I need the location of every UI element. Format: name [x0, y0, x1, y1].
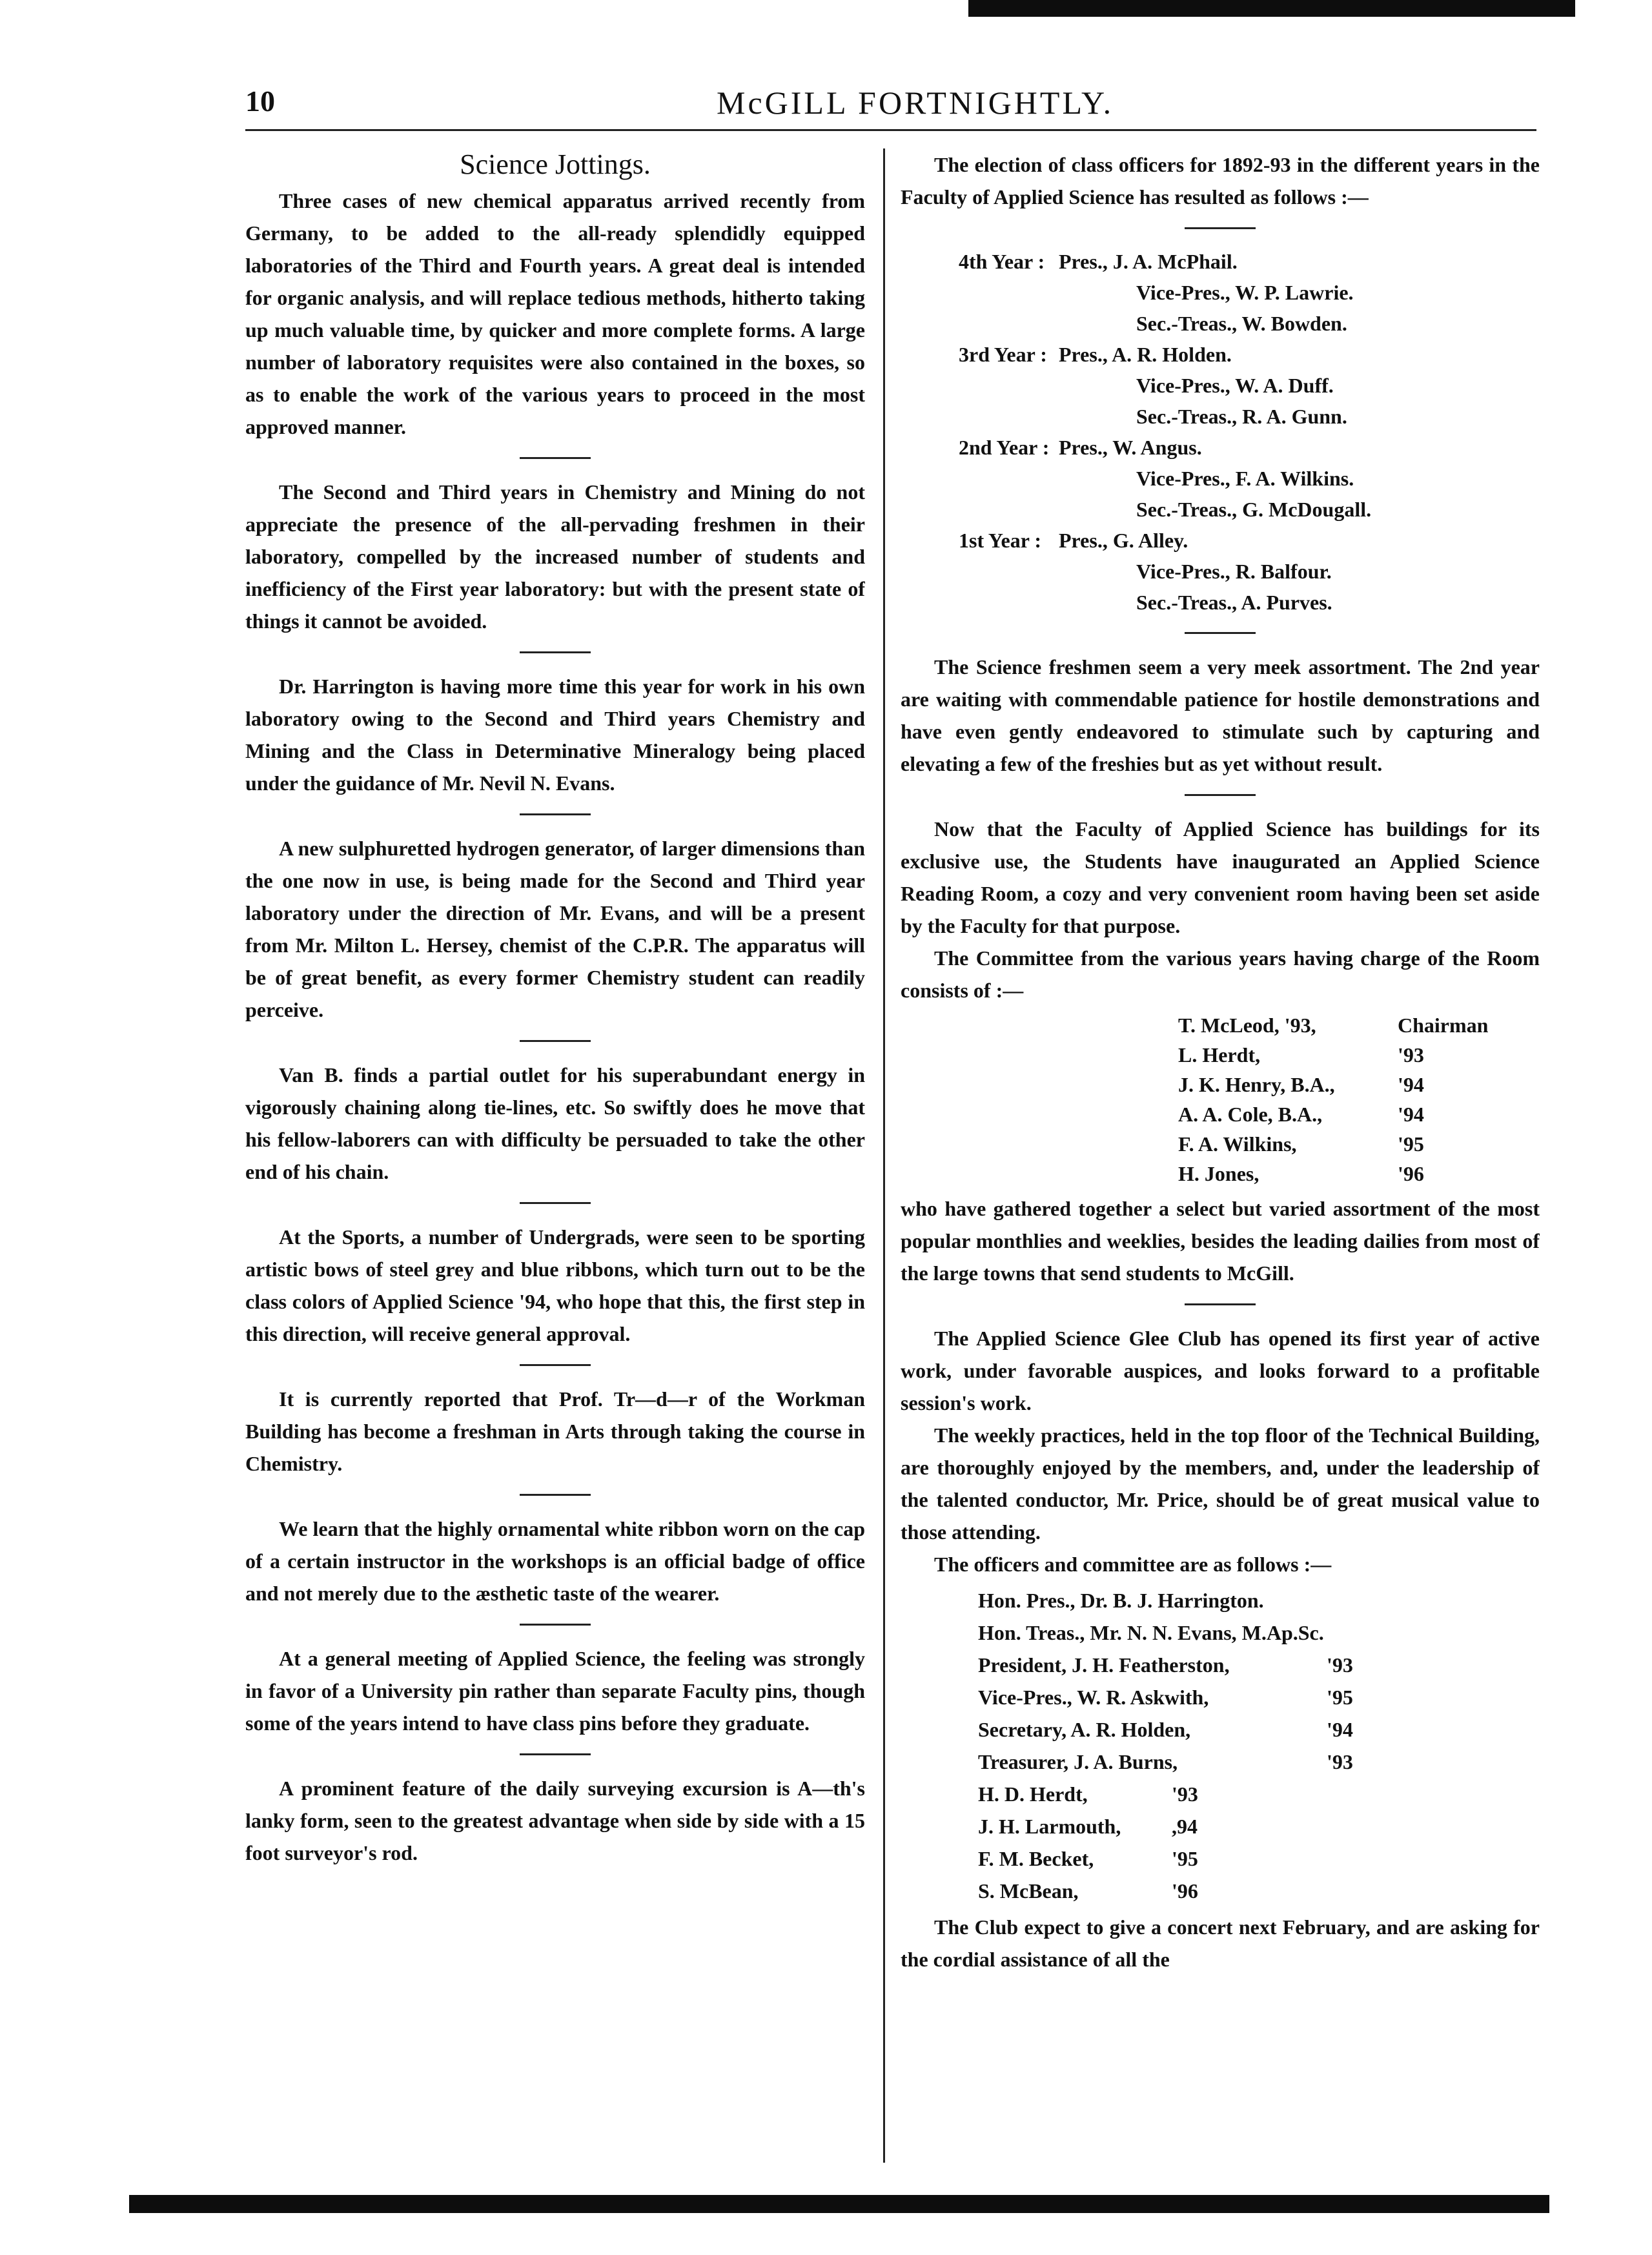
glee-officer-row [978, 1746, 1540, 1778]
office-holder: Vice-Pres., W. P. Lawrie. [1136, 281, 1354, 304]
committee-name: H. D. Herdt, [978, 1782, 1088, 1806]
glee-committee-row [978, 1875, 1540, 1907]
committee-list [1178, 1010, 1540, 1189]
member-note: '94 [1398, 1103, 1424, 1126]
glee-committee-row [978, 1842, 1540, 1875]
committee-row [1178, 1159, 1540, 1189]
separator [1185, 1303, 1256, 1305]
committee-row [1178, 1129, 1540, 1159]
glee-officer-row [978, 1649, 1540, 1681]
separator [520, 1494, 591, 1496]
paragraph: Now that the Faculty of Applied Science has buildings for its exclusive use, the Students have inaugurated an Applied Science Reading Room, a cozy and very convenient room having been set aside by the Faculty for that purpose. [901, 817, 1540, 937]
committee-name: S. McBean, [978, 1879, 1079, 1903]
glee-officer-row [978, 1713, 1540, 1746]
committee-year: '93 [1172, 1782, 1198, 1806]
office-holder: Pres., J. A. McPhail. [1059, 250, 1238, 273]
committee-row [1178, 1040, 1540, 1070]
committee-year: '96 [1172, 1879, 1198, 1903]
separator [1185, 794, 1256, 796]
member-name: T. McLeod, '93, [1178, 1014, 1316, 1037]
year-label: 2nd Year : [959, 436, 1050, 459]
officer-year: '93 [1327, 1653, 1353, 1677]
separator [520, 1753, 591, 1755]
member-name: J. K. Henry, B.A., [1178, 1073, 1335, 1096]
officer-name: Secretary, A. R. Holden, [978, 1718, 1191, 1741]
officer-year: '95 [1327, 1686, 1353, 1709]
member-name: L. Herdt, [1178, 1043, 1261, 1066]
running-title: McGILL FORTNIGHTLY. [717, 85, 1114, 121]
office-holder: Vice-Pres., W. A. Duff. [1136, 374, 1334, 397]
year-label: 3rd Year : [959, 343, 1047, 366]
officer-row [901, 463, 1540, 494]
office-holder: Sec.-Treas., R. A. Gunn. [1136, 405, 1347, 428]
committee-year: '95 [1172, 1847, 1198, 1870]
committee-row [1178, 1070, 1540, 1099]
member-note: '93 [1398, 1043, 1424, 1066]
officer-row [901, 246, 1540, 277]
committee-name: J. H. Larmouth, [978, 1815, 1121, 1838]
committee-name: F. M. Becket, [978, 1847, 1094, 1870]
paragraph: Dr. Harrington is having more time this year for work in his own laboratory owing to the Second and Third years Chemistry and Mining and the Class in Determinative Mineralogy being placed under the guidance of Mr. Nevil N. Evans. [245, 675, 865, 795]
separator [520, 1364, 591, 1366]
office-holder: Vice-Pres., R. Balfour. [1136, 560, 1332, 583]
separator [1185, 632, 1256, 634]
paragraph: who have gathered together a select but varied assortment of the most popular monthlies and weeklies, besides the leading dailies from most of the large towns that send students to McGill. [901, 1197, 1540, 1285]
officer-row [901, 370, 1540, 401]
office-holder: Sec.-Treas., W. Bowden. [1136, 312, 1347, 335]
separator [520, 813, 591, 815]
officer-row [901, 308, 1540, 339]
member-note: '96 [1398, 1162, 1424, 1185]
glee-officers-list [978, 1584, 1540, 1907]
officer-name: Vice-Pres., W. R. Askwith, [978, 1686, 1209, 1709]
section-title: Science Jottings. [460, 148, 651, 180]
office-holder: Sec.-Treas., A. Purves. [1136, 591, 1332, 614]
officer-row [901, 525, 1540, 556]
election-intro: The election of class officers for 1892-93 in the different years in the Faculty of Applied Science has resulted as follows :— [901, 153, 1540, 209]
paragraph: The officers and committee are as follows :— [934, 1553, 1332, 1576]
paragraph: It is currently reported that Prof. Tr—d—r of the Workman Building has become a freshman in Arts through taking the course in Chemistry. [245, 1387, 865, 1475]
office-holder: Pres., G. Alley. [1059, 529, 1188, 552]
top-black-rule [968, 0, 1575, 17]
separator [520, 1040, 591, 1042]
paragraph: A new sulphuretted hydrogen generator, of larger dimensions than the one now in use, is being made for the Second and Third year laboratory under the direction of Mr. Evans, and will be a present from Mr. Milton L. Hersey, chemist of the C.P.R. The apparatus will be of great benefit, as every former Chemistry student can readily perceive. [245, 837, 865, 1021]
separator [520, 457, 591, 459]
member-name: F. A. Wilkins, [1178, 1132, 1297, 1156]
officer-row [901, 587, 1540, 618]
glee-officer-row [978, 1681, 1540, 1713]
paragraph: The Second and Third years in Chemistry and Mining do not appreciate the presence of the all-pervading freshmen in their laboratory, compelled by the increased number of students and inefficiency of the First year laboratory: but with the present state of things it cannot be avoided. [245, 480, 865, 633]
officer-row [901, 494, 1540, 525]
glee-committee-row [978, 1778, 1540, 1810]
officer-name: President, J. H. Featherston, [978, 1653, 1230, 1677]
page-header [245, 84, 1536, 142]
committee-year: ,94 [1172, 1815, 1198, 1838]
officer-name: Hon. Pres., Dr. B. J. Harrington. [978, 1589, 1264, 1612]
header-divider [245, 129, 1536, 131]
member-name: A. A. Cole, B.A., [1178, 1103, 1323, 1126]
paragraph: The Applied Science Glee Club has opened its first year of active work, under favorable auspices, and looks forward to a profitable session's work. [901, 1327, 1540, 1414]
left-column [245, 148, 865, 2169]
officer-name: Hon. Treas., Mr. N. N. Evans, M.Ap.Sc. [978, 1621, 1324, 1644]
office-holder: Pres., W. Angus. [1059, 436, 1202, 459]
separator [1185, 227, 1256, 229]
column-divider [883, 148, 885, 2163]
separator [520, 651, 591, 653]
paragraph: We learn that the highly ornamental white ribbon worn on the cap of a certain instructor in the workshops is an official badge of office and not merely due to the æsthetic taste of the wearer. [245, 1517, 865, 1605]
paragraph: At the Sports, a number of Undergrads, were seen to be sporting artistic bows of steel grey and blue ribbons, which turn out to be the class colors of Applied Science '94, who hope that this, the first step in this direction, will receive general approval. [245, 1225, 865, 1345]
paragraph: At a general meeting of Applied Science, the feeling was strongly in favor of a University pin rather than separate Faculty pins, though some of the years intend to have class pins before they graduate. [245, 1647, 865, 1735]
paragraph: Van B. finds a partial outlet for his superabundant energy in vigorously chaining along tie-lines, etc. So swiftly does he move that his fellow-laborers can with difficulty be persuaded to take the other end of his chain. [245, 1063, 865, 1183]
paragraph: Three cases of new chemical apparatus arrived recently from Germany, to be added to the all-ready splendidly equipped laboratories of the Third and Fourth years. A great deal is intended for organic analysis, and will replace tedious methods, hitherto taking up much valuable time, by quicker and more complete forms. A large number of laboratory requisites were also contained in the boxes, so as to enable the work of the various years to proceed in the most approved manner. [245, 189, 865, 438]
officer-row [901, 401, 1540, 432]
separator [520, 1202, 591, 1204]
glee-officer-row [978, 1617, 1540, 1649]
paragraph: The Club expect to give a concert next February, and are asking for the cordial assistance of all the [901, 1915, 1540, 1971]
officer-row [901, 432, 1540, 463]
officer-name: Treasurer, J. A. Burns, [978, 1750, 1178, 1773]
officer-row [901, 277, 1540, 308]
page-number: 10 [245, 85, 275, 117]
paragraph: The Science freshmen seem a very meek assortment. The 2nd year are waiting with commendable patience for hostile demonstrations and have even gently endeavored to stimulate such by capturing and elevating a few of the freshies but as yet without result. [901, 655, 1540, 775]
office-holder: Vice-Pres., F. A. Wilkins. [1136, 467, 1354, 490]
member-note: '94 [1398, 1073, 1424, 1096]
paragraph: The weekly practices, held in the top floor of the Technical Building, are thoroughly enjoyed by the members, and, under the leadership of the talented conductor, Mr. Price, should be of great musical value to those attending. [901, 1423, 1540, 1544]
member-note: Chairman [1398, 1014, 1489, 1037]
glee-officer-row [978, 1584, 1540, 1617]
committee-row [1178, 1010, 1540, 1040]
officer-row [901, 556, 1540, 587]
paragraph: The Committee from the various years having charge of the Room consists of :— [901, 946, 1540, 1002]
officer-year: '94 [1327, 1718, 1353, 1741]
officer-year: '93 [1327, 1750, 1353, 1773]
paragraph: A prominent feature of the daily surveying excursion is A—th's lanky form, seen to the greatest advantage when side by side with a 15 foot surveyor's rod. [245, 1777, 865, 1864]
committee-row [1178, 1099, 1540, 1129]
member-name: H. Jones, [1178, 1162, 1259, 1185]
bottom-black-rule [129, 2195, 1549, 2213]
year-label: 1st Year : [959, 529, 1041, 552]
member-note: '95 [1398, 1132, 1424, 1156]
office-holder: Sec.-Treas., G. McDougall. [1136, 498, 1372, 521]
glee-committee-row [978, 1810, 1540, 1842]
officer-row [901, 339, 1540, 370]
year-label: 4th Year : [959, 250, 1045, 273]
office-holder: Pres., A. R. Holden. [1059, 343, 1232, 366]
right-column [901, 148, 1540, 2169]
separator [520, 1624, 591, 1626]
class-officers-list [901, 246, 1540, 618]
